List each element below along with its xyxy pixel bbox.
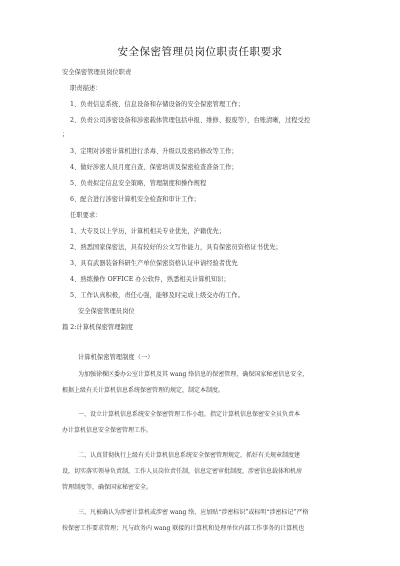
body-paragraph: 根据上级有关计算机信息系统保密管理的规定，制定本制度。	[62, 387, 225, 394]
body-paragraph: 三、凡被确认为涉密计算机或涉密 wang 络，应加贴“涉密标识”或标明“涉密标记”严格	[78, 509, 309, 516]
page-title: 安全保密管理员岗位职责任职要求	[117, 46, 283, 58]
duty-item: 1、负责信息系统、信息设备和存储设备的安全保密管理工作；	[70, 101, 245, 108]
body-paragraph: 办计算机信息安全保密管理工作。	[62, 427, 153, 434]
duty-item: ；	[62, 131, 69, 138]
duty-item: 5、负责拟定信息安全策略、管理制度和操作规程	[70, 180, 207, 187]
body-paragraph: 管理制度等，确保国家秘密安全。	[62, 484, 153, 491]
body-paragraph: 按保密工作要求管理；凡与政务内 wang 联接的计算机和处理单位内部工作事务的计算机也	[62, 525, 305, 532]
section-title: 计算机保密管理制度（一）	[78, 354, 154, 361]
requirement-item: 4、熟练操作 OFFICE 办公软件，熟悉相关计算机知识；	[70, 276, 230, 283]
duty-item: 4、做好涉密人员月度自查、保密培训及保密检查准备工作；	[70, 164, 238, 171]
duty-item: 6、配合进行涉密计算机安全检查和审计工作；	[70, 196, 200, 203]
requirement-item: 1、大专及以上学历，计算机相关专业优先，沪籍优先；	[70, 228, 226, 235]
body-paragraph: 二、认真贯彻执行上级有关计算机信息系统安全保密管理规定，抓好有关规章制度建	[78, 452, 301, 459]
duty-item: 3、定期对涉密计算机进行杀毒、升级以及密码修改等工作；	[70, 148, 238, 155]
body-paragraph: 一、设立计算机信息系统安全保密管理工作小组，指定计算机信息保密安全员负责本	[78, 411, 301, 418]
duties-heading: 职责描述：	[70, 85, 102, 92]
footer-line: 安全保密管理员岗位	[78, 308, 135, 315]
requirements-heading: 任职要求：	[70, 212, 102, 219]
requirement-item: 2、熟悉国家保密法，具有较好的公文写作能力，具有保密员资格证书优先；	[70, 244, 282, 251]
body-paragraph: 为加强徐棵区委办公室计算机及其 wang 络信息的保密管理，确保国家秘密信息安全，	[78, 371, 309, 378]
requirement-item: 5、工作认真积极，责任心强，能够及时完成上级交办的工作。	[70, 292, 245, 299]
duty-item: 2、负责公司涉密设备和涉密载体管理包括申报、维修、报废等），台账清晰，过程受控	[70, 117, 311, 124]
requirement-item: 3、具有武器装备科研生产单位保密资格认证申请经验者优先	[70, 260, 238, 267]
part-heading: 篇 2:计算机保密管理制度	[62, 324, 134, 331]
sub-heading: 安全保密管理员岗位职责	[62, 69, 132, 76]
body-paragraph: 设，切实落实领导负责制，工作人员岗位责任制，信息定密审批制度，涉密信息载体和机房	[62, 468, 303, 475]
